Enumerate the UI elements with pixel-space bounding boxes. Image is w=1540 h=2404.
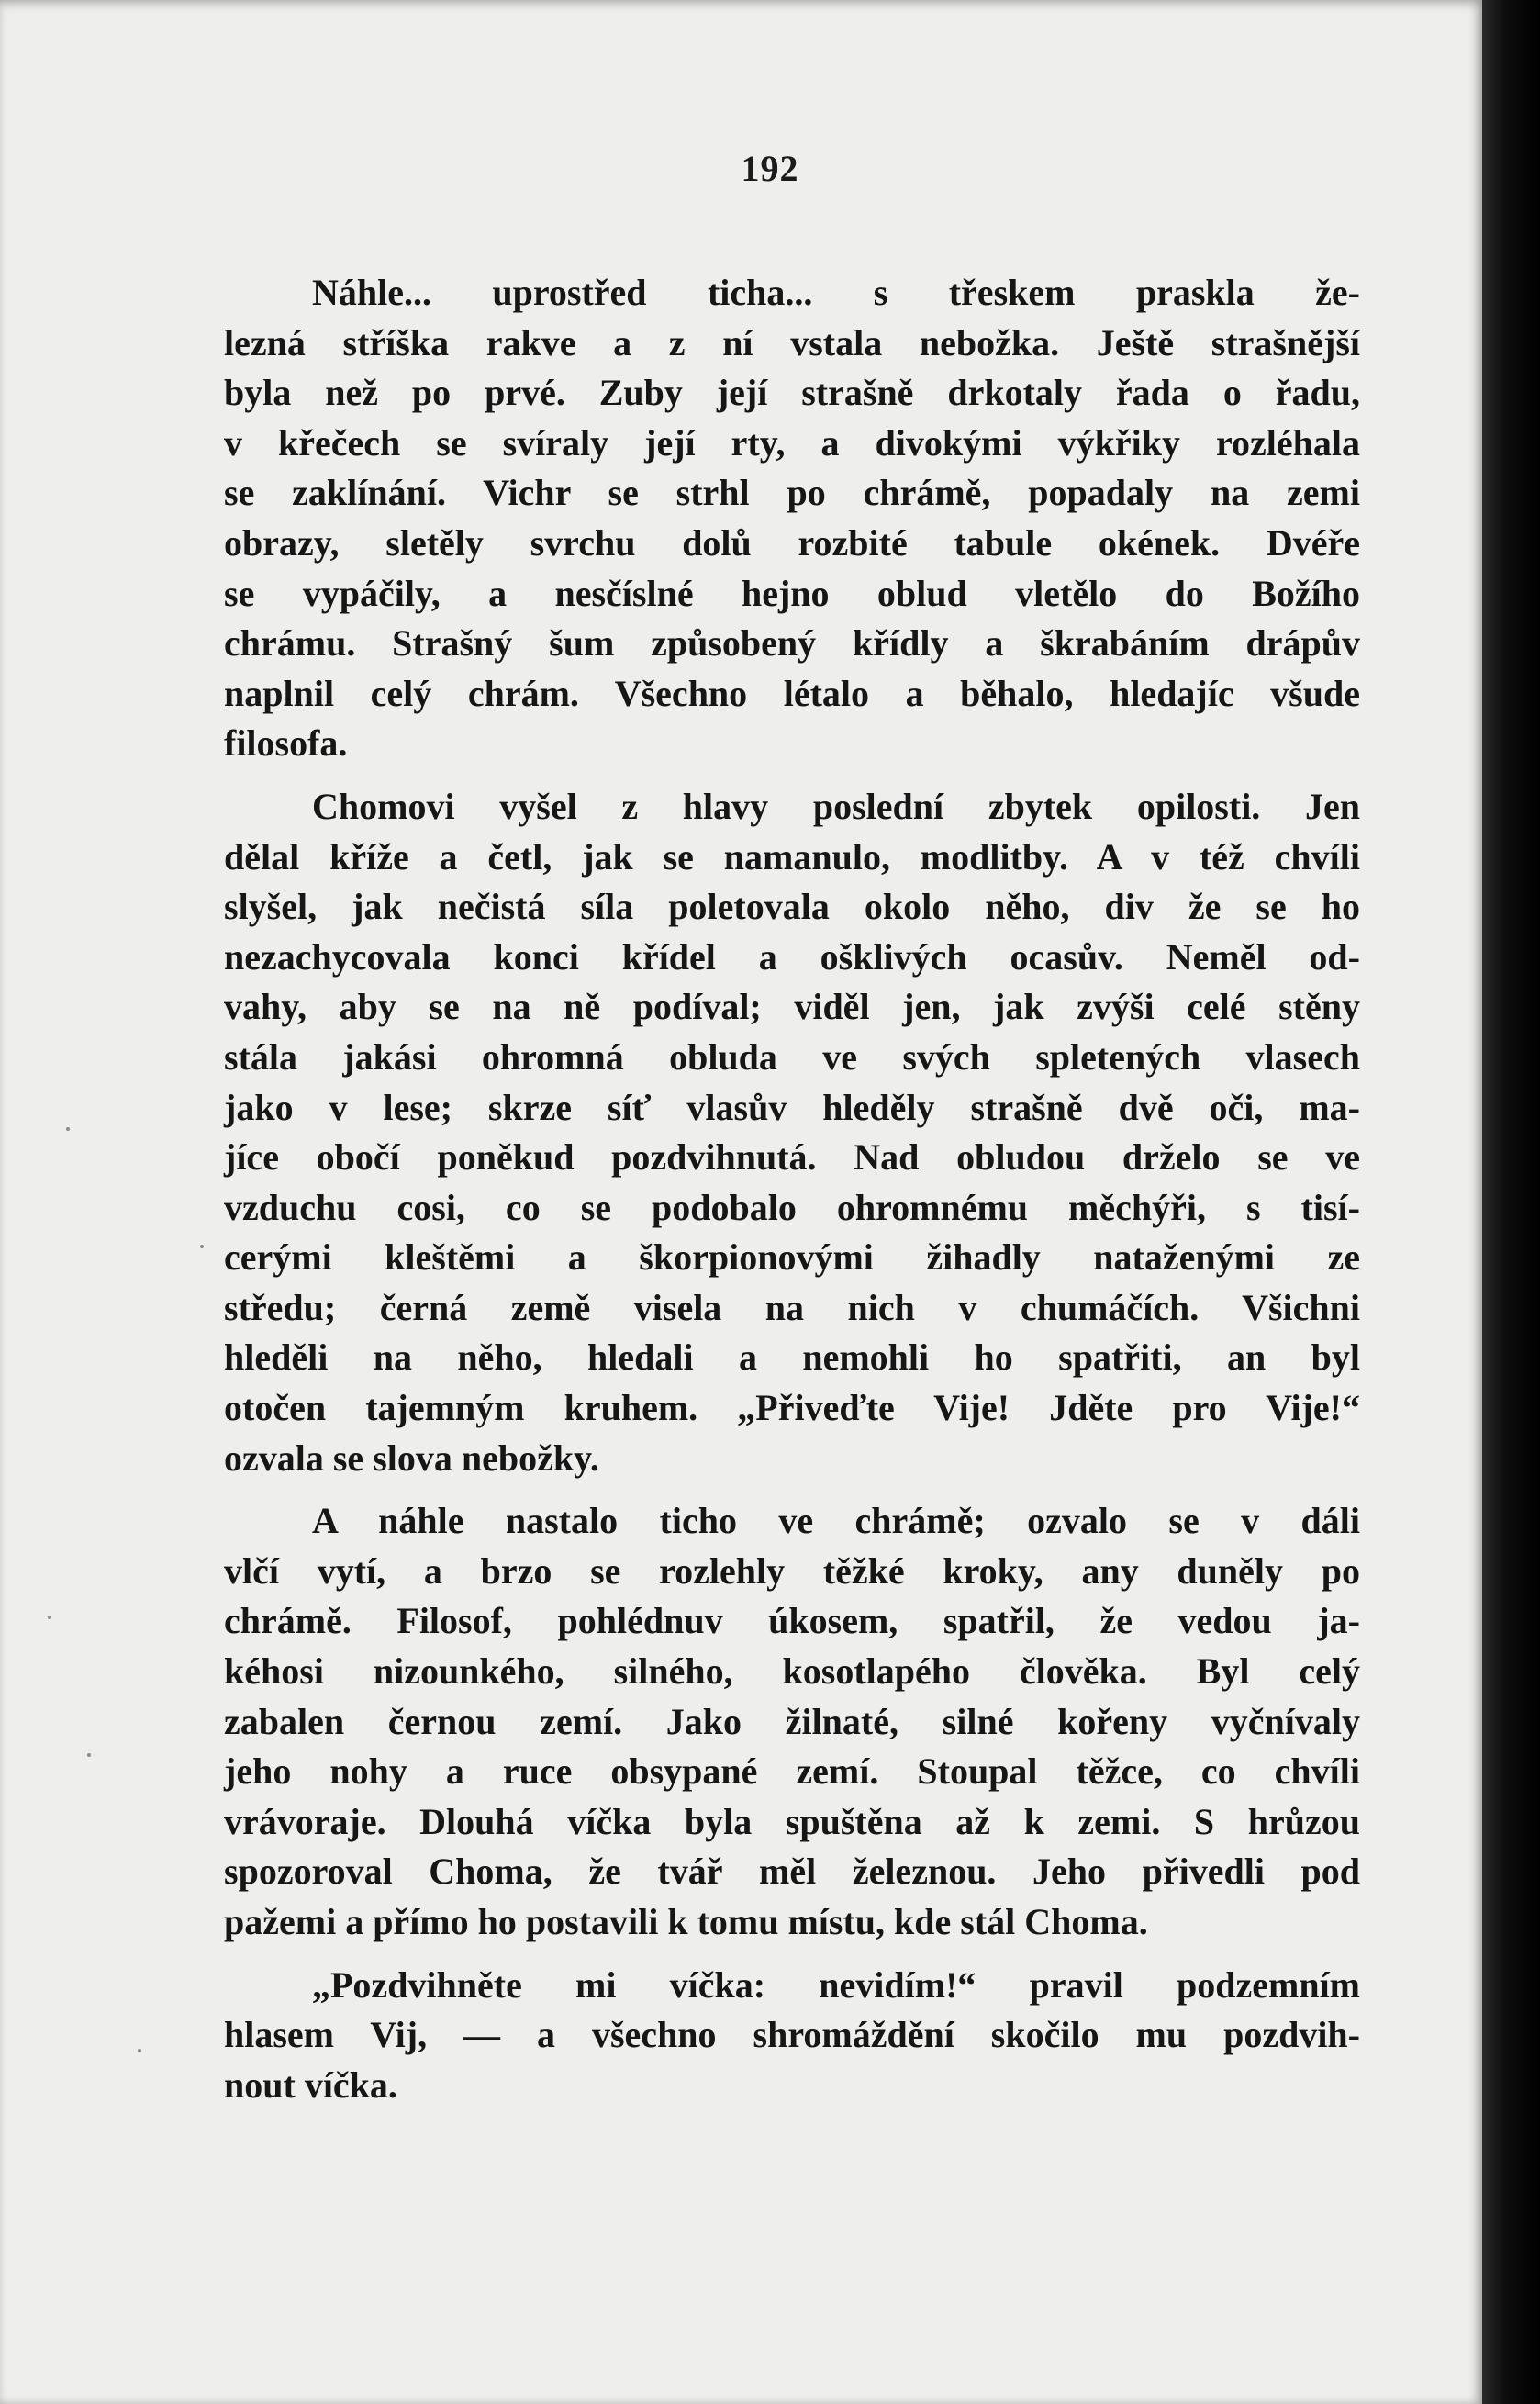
paragraph-4: [224, 1961, 1360, 2111]
page-number: 192: [741, 148, 799, 189]
text-line: se zaklínání. Vichr se strhl po chrámě, popadaly na zemi: [224, 472, 1360, 514]
paper-speck: [87, 1753, 91, 1757]
text-line: Náhle... uprostřed ticha... s třeskem praskla že-: [312, 272, 1360, 313]
text-line: byla než po prvé. Zuby její strašně drkotaly řada o řadu,: [224, 372, 1360, 414]
text-line: nout víčka.: [224, 2063, 397, 2106]
text-line: cerými kleštěmi a škorpionovými žihadly nataženými ze: [224, 1236, 1360, 1279]
text-line: jeho nohy a ruce obsypané zemí. Stoupal těžce, co chvíli: [224, 1750, 1360, 1793]
paper-speck: [138, 2049, 141, 2052]
text-line: dělal kříže a četl, jak se namanulo, modlitby. A v též chvíli: [224, 835, 1360, 878]
text-line: jíce obočí poněkud pozdvihnutá. Nad obludou drželo se ve: [224, 1136, 1360, 1179]
text-line: vzduchu cosi, co se podobalo ohromnému měchýři, s tisí-: [224, 1186, 1360, 1228]
text-line: kéhosi nizounkého, silného, kosotlapého člověka. Byl celý: [224, 1650, 1360, 1693]
paper-speck: [200, 1245, 204, 1248]
text-line: filosofa.: [224, 722, 348, 765]
text-line: nezachycovala konci křídel a ošklivých ocasův. Neměl od-: [224, 935, 1360, 978]
page-edge-shadow: [1482, 0, 1540, 2404]
paragraph-2: [224, 782, 1360, 1483]
text-line: vlčí vytí, a brzo se rozlehly těžké kroky, any duněly po: [224, 1549, 1360, 1592]
text-line: ozvala se slova nebožky.: [224, 1437, 599, 1479]
text-line: jako v lese; skrze síť vlasův hleděly strašně dvě oči, ma-: [224, 1086, 1360, 1128]
body-text: [224, 268, 1360, 2123]
text-line: slyšel, jak nečistá síla poletovala okolo něho, div že se ho: [224, 886, 1360, 928]
text-line: stála jakási ohromná obluda ve svých spletených vlasech: [224, 1035, 1360, 1078]
text-line: A náhle nastalo ticho ve chrámě; ozvalo se v dáli: [312, 1500, 1360, 1542]
text-line: hlasem Vij, — a všechno shromáždění skočilo mu pozdvih-: [224, 2014, 1360, 2056]
paper-speck: [48, 1616, 51, 1619]
text-line: se vypáčily, a nesčíslné hejno oblud vletělo do Božího: [224, 572, 1360, 614]
paragraph-1: [224, 268, 1360, 769]
text-line: lezná stříška rakve a z ní vstala nebožka. Ještě strašnější: [224, 321, 1360, 363]
text-line: středu; černá země visela na nich v chumáčích. Všichni: [224, 1286, 1360, 1328]
text-line: chrámu. Strašný šum způsobený křídly a škrabáním drápův: [224, 622, 1360, 665]
text-line: Chomovi vyšel z hlavy poslední zbytek opilosti. Jen: [312, 785, 1360, 827]
text-line: „Pozdvihněte mi víčka: nevidím!“ pravil podzemním: [312, 1963, 1360, 2006]
text-line: naplnil celý chrám. Všechno létalo a běhalo, hledajíc všude: [224, 672, 1360, 714]
text-line: chrámě. Filosof, pohlédnuv úkosem, spatřil, že vedou ja-: [224, 1600, 1360, 1642]
text-line: vahy, aby se na ně podíval; viděl jen, jak zvýši celé stěny: [224, 986, 1360, 1028]
text-line: v křečech se svíraly její rty, a divokými výkřiky rozléhala: [224, 421, 1360, 464]
text-line: spozoroval Choma, že tvář měl železnou. Jeho přivedli pod: [224, 1851, 1360, 1893]
text-line: otočen tajemným kruhem. „Přiveďte Vije! Jděte pro Vije!“: [224, 1387, 1360, 1429]
paragraph-3: [224, 1496, 1360, 1947]
text-line: hleděli na něho, hledali a nemohli ho spatřiti, an byl: [224, 1336, 1360, 1379]
paper-speck: [66, 1127, 70, 1131]
text-line: pažemi a přímo ho postavili k tomu místu, kde stál Choma.: [224, 1901, 1148, 1942]
text-line: vrávoraje. Dlouhá víčka byla spuštěna až k zemi. S hrůzou: [224, 1800, 1360, 1842]
text-line: obrazy, sletěly svrchu dolů rozbité tabule okének. Dvéře: [224, 521, 1360, 564]
text-line: zabalen černou zemí. Jako žilnaté, silné kořeny vyčnívaly: [224, 1700, 1360, 1742]
